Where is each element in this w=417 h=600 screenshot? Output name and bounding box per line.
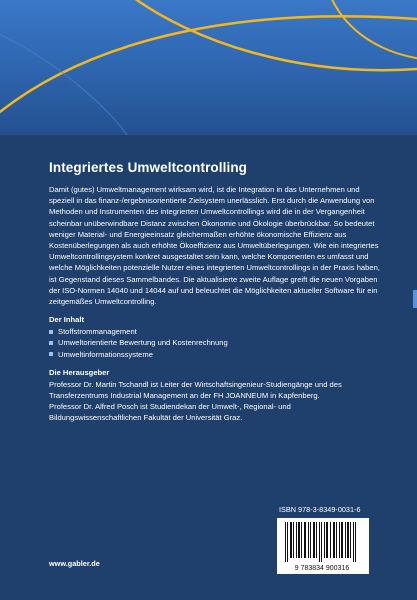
contents-heading: Der Inhalt [49, 315, 85, 325]
decorative-curves [0, 0, 417, 135]
bullet-square-icon [49, 330, 53, 334]
editor-bio-posch: Professor Dr. Alfred Posch ist Studiendekan der Umwelt-, Regional- und Bildungswissenschaftlichen Fakultät der Universität Graz. [49, 402, 291, 423]
editor-bio-tschandl: Professor Dr. Martin Tschandl ist Leiter der Wirtschaftsingenieur-Studiengänge und des Transferzentrums Industrial Management an der FH JOANNEUM in Kapfenberg. [49, 379, 342, 401]
barcode-digits: 9 783834 900316 [294, 565, 350, 572]
book-title: Integriertes Umweltcontrolling [49, 160, 248, 175]
publisher-website: www.gabler.de [49, 559, 100, 568]
list-item [49, 337, 384, 348]
bullet-square-icon [49, 352, 53, 356]
list-item [49, 349, 384, 360]
book-description: Damit (gutes) Umweltmanagement wirksam wird, ist die Integration in das Unternehmen und speziell in das finanz-/ergebnisorientierte Zielsystem unerlässlich. Erst durch die Anwendung von Methoden und Instrumenten des integrierten Umweltcontrollings wird die in der Vergangenheit scheinbar unüberwindbare Distanz zwischen Ökonomie und Ökologie überbrückbar. So bedeutet weniger Material- und Energieeinsatz gleichermaßen erhöhte ökonomische Effizienz aus Kostenüberlegungen als auch erhöhte Ökoeffizienz aus Umweltüberlegungen. Wie ein integriertes Umweltcontrollingsystem konkret ausgestaltet sein kann, welche Komponenten es umfasst und welche Möglichkeiten potenzielle Nutzer eines integrierten Umweltcontrollings in der Praxis haben, ist Gegenstand dieses Sammelbandes. Die aktualisierte zweite Auflage greift die neuen Vorgaben der ISO-Normen 14040 und 14044 auf und beleuchtet die Möglichkeiten aktueller Software für ein zeitgemäßes Umweltcontrolling. [49, 185, 380, 307]
contents-item-label: Stoffstrommanagement [58, 327, 137, 337]
cover-top-band [0, 0, 417, 135]
isbn-label: ISBN 978-3-8349-0031-6 [279, 505, 361, 514]
bullet-square-icon [49, 341, 53, 345]
side-tab-marker [413, 290, 417, 308]
list-item [49, 326, 384, 337]
editors-heading: Die Herausgeber [49, 367, 110, 377]
contents-item-label: Umweltorientierte Bewertung und Kostenrechnung [58, 338, 228, 348]
barcode [277, 518, 369, 574]
back-cover-content [49, 160, 384, 424]
contents-item-label: Umweltinformationssysteme [58, 349, 153, 359]
barcode-graphic [277, 518, 369, 574]
contents-list [49, 326, 384, 360]
